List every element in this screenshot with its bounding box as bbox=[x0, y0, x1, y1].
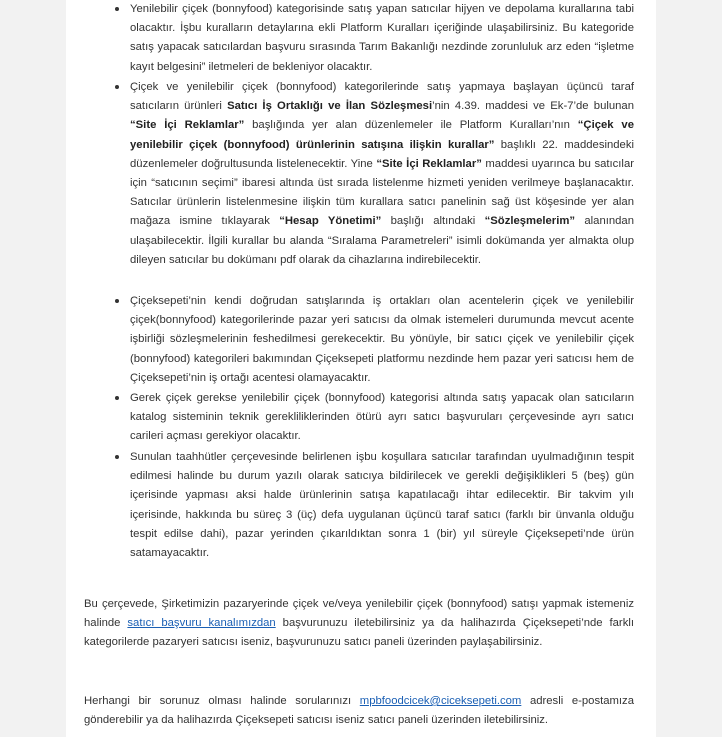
item-text: başlığı altındaki bbox=[381, 215, 485, 228]
item-text: alanından ulaşabilecektir. İlgili kurallar bu alanda “Sıralama Parametreleri” isimli dokümanda yer almakta olup dileyen satıcılar bu dokümanı pdf olarak da cihazlarına indirebilecektir. bbox=[130, 215, 634, 266]
bullet-icon bbox=[115, 7, 119, 11]
paragraph-text: adresli e-postamıza gönderebilir ya da halihazırda Çiçeksepeti satıcısı iseniz satıcı paneli üzerinden iletebilirsiniz. bbox=[84, 695, 634, 727]
paragraph-text: Bu çerçevede, Şirketimizin pazaryerinde çiçek ve/veya yenilebilir çiçek (bonnyfood) satışı yapmak istemeniz halinde bbox=[84, 598, 634, 630]
list-item bbox=[130, 78, 634, 270]
list-item bbox=[130, 448, 634, 563]
seller-application-link[interactable]: satıcı başvuru kanalımızdan bbox=[127, 617, 276, 630]
item-text: Gerek çiçek gerekse yenilebilir çiçek (bonnyfood) kategorisi altında satış yapacak olan satıcıların katalog sisteminin teknik gerekliliklerinden ötürü ayrı satıcı başvuruları çerçevesinde ayrı satıcı carileri açması gerekiyor olacaktır. bbox=[130, 392, 634, 443]
item-text: Çiçek ve yenilebilir çiçek (bonnyfood) kategorilerinde satış yapmaya başlayan üçüncü taraf satıcıların ürünleri bbox=[130, 81, 634, 113]
application-paragraph bbox=[84, 595, 634, 653]
contact-paragraph bbox=[84, 692, 634, 730]
list-item bbox=[130, 292, 634, 388]
item-text-bold: “Site İçi Reklamlar” bbox=[376, 157, 482, 170]
bullet-icon bbox=[115, 455, 119, 459]
bullet-icon bbox=[115, 299, 119, 303]
paragraph-text: başvurunuzu iletebilirsiniz ya da halihazırda Çiçeksepeti’nde farklı kategorilerde pazaryeri satıcısı iseniz, başvurunuzu satıcı paneli üzerinden paylaşabilirsiniz. bbox=[84, 617, 634, 649]
item-text-bold: “Site İçi Reklamlar” bbox=[130, 119, 245, 132]
item-text: Çiçeksepeti’nin kendi doğrudan satışlarında iş ortakları olan acentelerin çiçek ve yenilebilir çiçek(bonnyfood) kategorilerinde pazar yeri satıcısı da olmak istemeleri durumunda mevcut acente işbirliği sözleşmelerinin feshedilmesi gerekecektir. Bu yönüyle, bir satıcı çiçek ve yenilebilir çiçek (bonnyfood) kategorileri bakımından Çiçeksepeti platformu nezdinde hem pazar yeri satıcısı hem de Çiçeksepeti’nin iş ortağı acentesi olamayacaktır. bbox=[130, 295, 634, 384]
item-text: ’nin 4.39. maddesi ve Ek-7’de bulunan bbox=[432, 100, 634, 113]
item-text: maddesi uyarınca bu satıcılar için “satıcının seçimi” ibaresi altında üst sırada listelenme hizmeti yeniden verilmeye başlanacaktır. Satıcılar ürünlerin listelenmesine ilişkin tüm kurallara satıcı panelinin sağ üst köşesinde yer alan mağaza ismine tıklayarak bbox=[130, 157, 634, 228]
item-text-bold: “Çiçek ve yenilebilir çiçek (bonnyfood) ürünlerinin satışına ilişkin kurallar” bbox=[130, 119, 634, 151]
item-text: başlıklı 22. maddesindeki düzenlemeler doğrultusunda listelenecektir. Yine bbox=[130, 138, 634, 170]
bullet-icon bbox=[115, 85, 119, 89]
item-text: Yenilebilir çiçek (bonnyfood) kategorisinde satış yapan satıcılar hijyen ve depolama kurallarına tabi olacaktır. İşbu kuralların detaylarına ekli Platform Kuralları içeriğinde ulaşabilirsiniz. Bu kategoride satış yapacak satıcılardan başvuru sırasında Tarım Bakanlığı nezdinde zorunluluk arz eden “işletme kayıt belgesini” iletmeleri de bekleniyor olacaktır. bbox=[130, 3, 634, 73]
bullet-icon bbox=[115, 396, 119, 400]
item-text: Sunulan taahhütler çerçevesinde belirlenen işbu koşullara satıcılar tarafından uyulmadığının tespit edilmesi halinde bu durum yazılı olarak satıcıya bildirilecek ve gerekli değişiklikleri 5 (beş) gün içerisinde yapması aksi halde ürünlerinin satışa kapatılacağı ihtar edilecektir. Bir takvim yılı içerisinde, hakkında bu süreç 3 (üç) defa uygulanan üçüncü taraf satıcı (farklı bir ünvanla olduğu tespit edilse dahi), pazar yerinden çıkarıldıktan sonra 1 (bir) yıl süreyle Çiçeksepeti’nde ürün satamayacaktır. bbox=[130, 451, 634, 560]
list-item bbox=[130, 389, 634, 447]
item-text-bold: “Sözleşmelerim” bbox=[484, 215, 576, 228]
list-item bbox=[130, 0, 634, 77]
item-text: başlığında yer alan düzenlemeler ile Platform Kuralları’nın bbox=[244, 119, 578, 132]
paragraph-text: Herhangi bir sorunuz olması halinde sorularınızı bbox=[84, 695, 360, 707]
item-text-bold: Satıcı İş Ortaklığı ve İlan Sözleşmesi bbox=[227, 100, 433, 113]
email-link[interactable]: mpbfoodcicek@ciceksepeti.com bbox=[359, 695, 522, 707]
item-text-bold: “Hesap Yönetimi” bbox=[279, 215, 382, 228]
